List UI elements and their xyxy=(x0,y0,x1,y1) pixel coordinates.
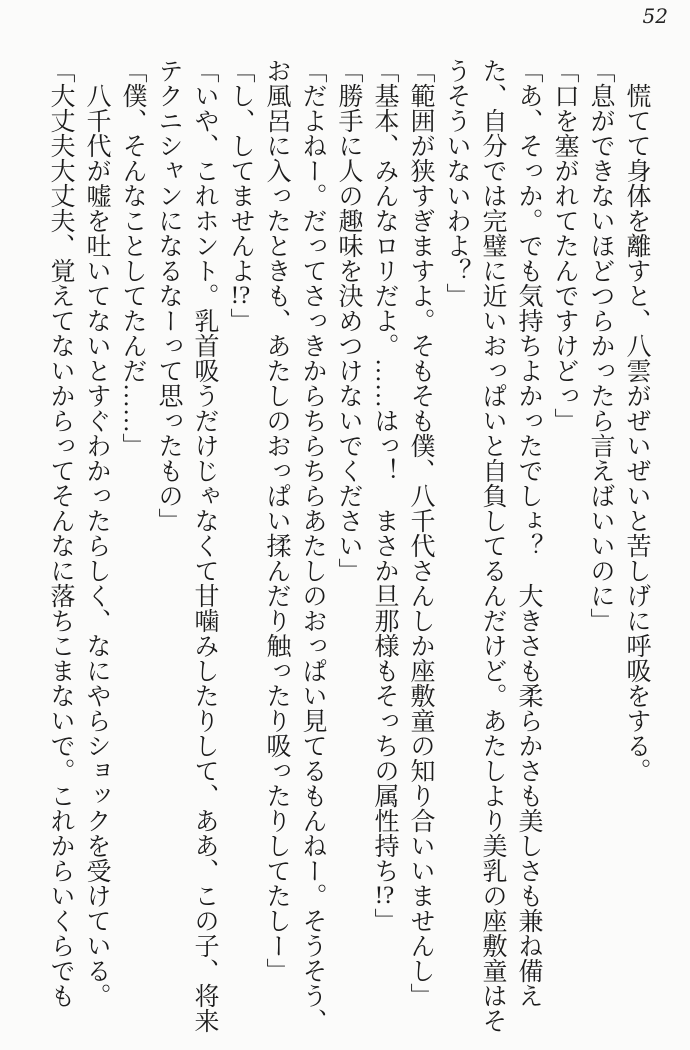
paragraph-narration-1: 慌てて身体を離すと、八雲がぜいぜいと苦しげに呼吸をする。 xyxy=(623,83,650,783)
paragraph-dialogue-6: 「基本、みんなロリだよ。……はっ！ まさか旦那様もそっちの属性持ち!?」 xyxy=(371,58,398,933)
paragraph-dialogue-7: 「勝手に人の趣味を決めつけないでください」 xyxy=(335,58,362,583)
paragraph-dialogue-8: 「だよねー。だってさっきからちらちらあたしのおっぱい見てるもんねー。そうそう、お風呂に入ったときも、あたしのおっぱい揉んだり触ったり吸ったりしてたしー」 xyxy=(263,58,326,1033)
paragraph-narration-12: 八千代が嘘を吐いてないとすぐわかったらしく、なにやらショックを受けている。 xyxy=(83,83,110,1008)
paragraph-dialogue-11: 「僕、そんなことしてたんだ……」 xyxy=(119,58,146,458)
paragraph-dialogue-2: 「息ができないほどつらかったら言えばいいのに」 xyxy=(587,58,614,633)
paragraph-dialogue-9: 「し、してませんよ!?」 xyxy=(227,58,254,333)
paragraph-dialogue-4: 「あ、そっか。でも気持ちよかったでしょ？ 大きさも柔らかさも美しさも兼ね備えた、自分では完璧に近いおっぱいと自負してるんだけど。あたしより美乳の座敷童はそうそういないわよ？」 xyxy=(443,58,542,1033)
page-text-block xyxy=(42,58,654,1033)
paragraph-dialogue-5: 「範囲が狭すぎますよ。そもそも僕、八千代さんしか座敷童の知り合いいませんし」 xyxy=(407,58,434,1008)
paragraph-dialogue-3: 「口を塞がれてたんですけどっ」 xyxy=(551,58,578,433)
paragraph-dialogue-13: 「大丈夫大丈夫、覚えてないからってそんなに落ちこまないで。これからいくらでも xyxy=(47,58,74,1008)
page-number: 52 xyxy=(642,4,668,28)
paragraph-dialogue-10: 「いや、これホント。乳首吸うだけじゃなくて甘噛みしたりして、ああ、この子、将来テクニシャンになるなーって思ったもの」 xyxy=(155,58,218,1033)
